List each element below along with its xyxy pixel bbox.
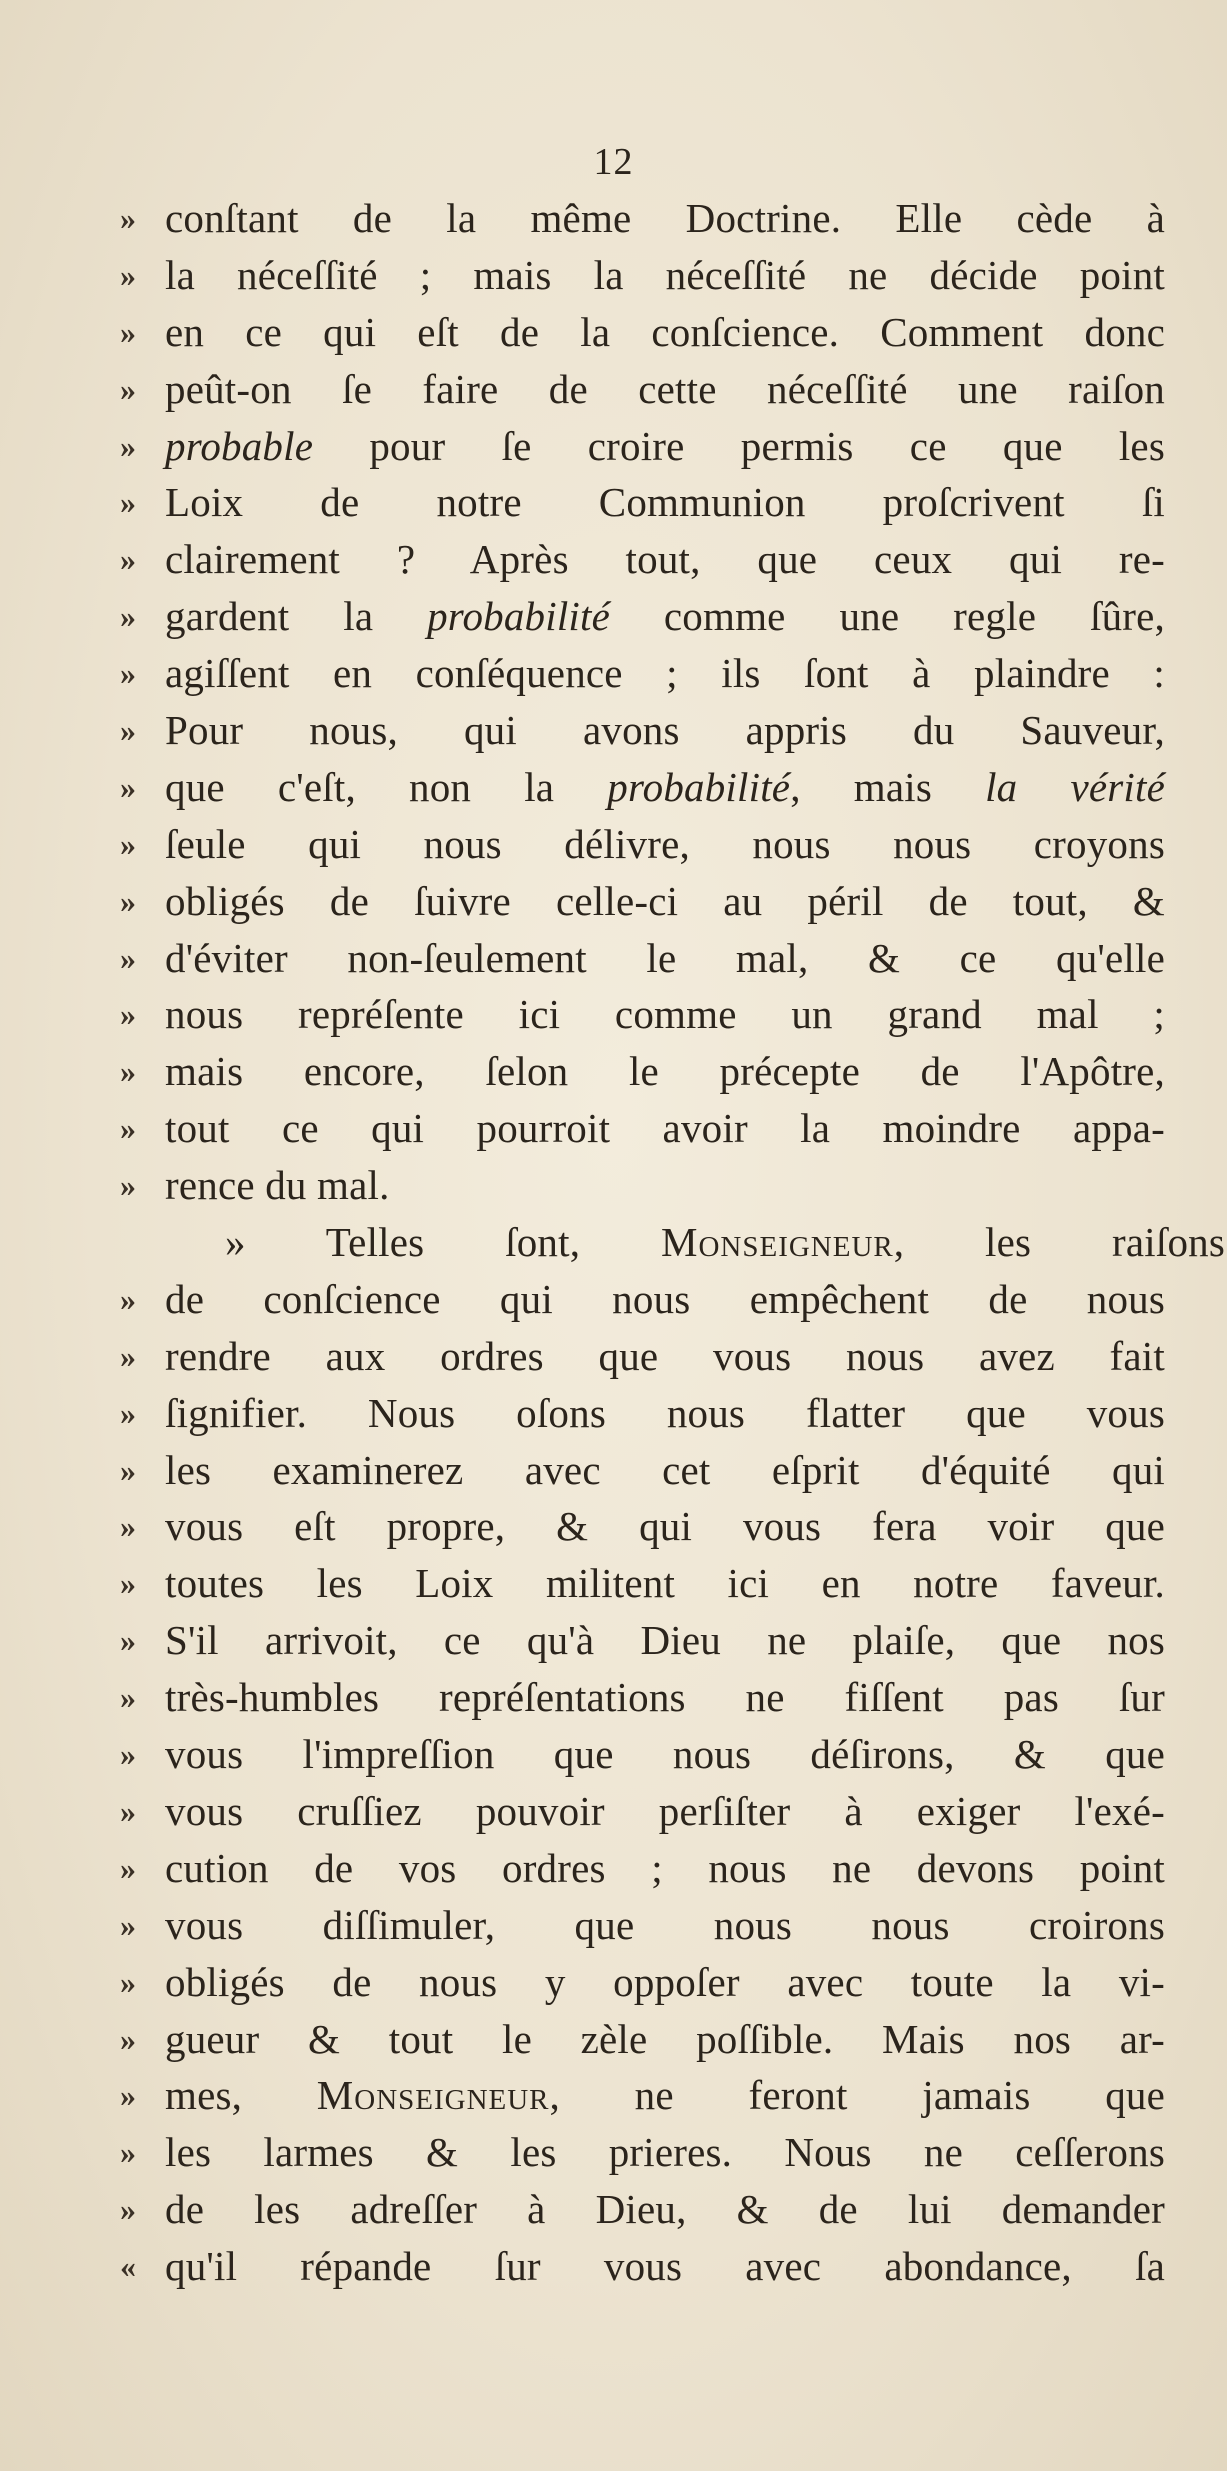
guillemet-marker: » (120, 996, 137, 1033)
text-run: qu'il répande ſur vous avec abondance, ſa (165, 2243, 1165, 2290)
text-run: d'éviter non-ſeulement le mal, & ce qu'elle (165, 934, 1165, 981)
text-line (120, 588, 1165, 645)
text-run: tout ce qui pourroit avoir la moindre appa- (165, 1105, 1165, 1152)
text-run: de les adreſſer à Dieu, & de lui demander (165, 2186, 1165, 2233)
text-line (120, 361, 1165, 418)
text-line (120, 1385, 1165, 1442)
line-text (165, 190, 1165, 247)
line-text (165, 930, 1165, 987)
guillemet-marker: » (120, 882, 137, 919)
page-number: 12 (593, 141, 634, 183)
line-text (165, 816, 1165, 873)
text-run: toutes les Loix militent ici en notre faveur. (165, 1560, 1165, 1607)
guillemet-marker: » (120, 1053, 137, 1090)
guillemet-marker: » (120, 825, 137, 862)
line-text (165, 1669, 1165, 1726)
line-text (165, 1100, 1165, 1157)
line-text (165, 1840, 1165, 1897)
text-line (120, 1840, 1165, 1897)
text-run: conſtant de la même Doctrine. Elle cède à (165, 195, 1165, 241)
text-line (120, 702, 1165, 759)
line-text (165, 1385, 1165, 1442)
line-text (165, 474, 1165, 531)
italic-word: probable (165, 422, 314, 469)
text-run: vous eſt propre, & qui vous fera voir que (165, 1503, 1165, 1550)
text-run: ſignifier. Nous oſons nous flatter que vous (165, 1389, 1165, 1436)
guillemet-marker: « (120, 2248, 137, 2285)
text-run: en ce qui eſt de la conſcience. Comment donc (165, 308, 1165, 355)
guillemet-marker: » (120, 1622, 137, 1659)
guillemet-marker: » (120, 2020, 137, 2057)
text-run: la néceſſité ; mais la néceſſité ne décide point (165, 251, 1165, 298)
text-run: clairement ? Après tout, que ceux qui re- (165, 536, 1165, 583)
line-text (165, 588, 1165, 645)
guillemet-marker: » (120, 939, 137, 976)
text-run: les examinerez avec cet eſprit d'équité qui (165, 1446, 1165, 1493)
text-run: agiſſent en conſéquence ; ils ſont à plaindre : (165, 650, 1165, 697)
line-text (165, 986, 1165, 1043)
small-caps-word: Monseigneur (661, 1219, 894, 1266)
text-run: , ne feront jamais que (549, 2072, 1165, 2119)
line-text (165, 2011, 1165, 2068)
guillemet-marker: » (120, 484, 137, 521)
line-text (165, 304, 1165, 361)
text-run: rendre aux ordres que vous nous avez fait (165, 1332, 1165, 1379)
line-text (165, 873, 1165, 930)
guillemet-marker: » (120, 200, 137, 236)
text-line (120, 986, 1165, 1043)
text-line (120, 759, 1166, 816)
guillemet-marker: » (120, 1906, 137, 1943)
text-line (120, 1612, 1165, 1669)
italic-word: la vérité (985, 763, 1166, 810)
text-line (120, 2181, 1165, 2238)
guillemet-marker: » (120, 1849, 137, 1886)
text-run: » Telles ſont, (225, 1219, 662, 1266)
text-run: les larmes & les prieres. Nous ne ceſſerons (165, 2129, 1165, 2176)
text-line (120, 1783, 1165, 1840)
text-run: Pour nous, qui avons appris du Sauveur, (165, 707, 1165, 754)
guillemet-marker: » (120, 1963, 137, 2000)
text-line (165, 1214, 1226, 1271)
line-text (165, 1897, 1165, 1954)
text-line (120, 190, 1165, 247)
text-line (120, 1897, 1165, 1954)
text-run: gueur & tout le zèle poſſible. Mais nos ar- (165, 2015, 1165, 2062)
text-line (120, 1328, 1165, 1385)
line-text (165, 1498, 1165, 1555)
line-text (165, 1783, 1165, 1840)
line-text (165, 1612, 1165, 1669)
text-run: ſeule qui nous délivre, nous nous croyons (165, 820, 1165, 867)
text-line (120, 1100, 1165, 1157)
guillemet-marker: » (120, 1792, 137, 1829)
guillemet-marker: » (120, 1394, 137, 1431)
guillemet-marker: » (120, 598, 137, 635)
guillemet-marker: » (120, 313, 137, 350)
text-line (120, 531, 1165, 588)
line-text (165, 247, 1165, 304)
guillemet-marker: » (120, 2134, 137, 2171)
italic-word: probabilité (427, 593, 611, 640)
text-run: très-humbles repréſentations ne fiſſent pas ſur (165, 1674, 1165, 1721)
line-text (165, 1043, 1165, 1100)
italic-word: probabilité (607, 763, 791, 810)
guillemet-marker: » (120, 427, 137, 464)
guillemet-marker: » (120, 541, 137, 578)
text-line (120, 2067, 1165, 2124)
text-run: vous diſſimuler, que nous nous croirons (165, 1901, 1165, 1948)
guillemet-marker: » (120, 712, 137, 749)
text-run: , mais (790, 763, 986, 810)
text-line (120, 2124, 1165, 2181)
text-line (120, 1498, 1165, 1555)
line-text (165, 1271, 1165, 1328)
text-run: peût-on ſe faire de cette néceſſité une raiſon (165, 365, 1165, 412)
line-text (165, 2238, 1165, 2295)
text-line (120, 1555, 1165, 1612)
text-line (120, 930, 1165, 987)
text-body (120, 190, 1226, 2295)
line-text (165, 1442, 1165, 1499)
guillemet-marker: » (120, 2191, 137, 2228)
guillemet-marker: » (120, 768, 137, 805)
line-text (165, 759, 1165, 816)
text-run: mes, (165, 2072, 317, 2119)
guillemet-marker: » (120, 1679, 137, 1716)
guillemet-marker: » (120, 1337, 137, 1374)
line-text (165, 418, 1165, 475)
line-text (165, 1157, 1165, 1214)
text-line (120, 1043, 1165, 1100)
text-run: obligés de ſuivre celle-ci au péril de tout, & (165, 877, 1165, 924)
guillemet-marker: » (120, 1565, 137, 1602)
guillemet-marker: » (120, 256, 137, 293)
small-caps-word: Monseigneur (316, 2072, 550, 2119)
line-text (165, 1555, 1165, 1612)
text-run: que c'eſt, non la (165, 763, 608, 810)
text-line (120, 418, 1165, 475)
line-text (165, 1726, 1165, 1783)
text-line (120, 1669, 1165, 1726)
text-line (120, 1954, 1165, 2011)
text-run: Loix de notre Communion proſcrivent ſi (165, 479, 1165, 526)
line-text (165, 2181, 1165, 2238)
line-text (165, 531, 1165, 588)
text-line (120, 645, 1165, 702)
text-run: , les raiſons (893, 1219, 1226, 1266)
guillemet-marker: » (120, 1110, 137, 1147)
guillemet-marker: » (120, 1280, 137, 1317)
text-run: mais encore, ſelon le précepte de l'Apôtre, (165, 1048, 1165, 1095)
text-line (120, 873, 1165, 930)
line-text (165, 1214, 1225, 1271)
text-run: vous cruſſiez pouvoir perſiſter à exiger l'exé- (165, 1787, 1165, 1834)
text-line (120, 474, 1165, 531)
text-run: nous repréſente ici comme un grand mal ; (165, 991, 1165, 1038)
guillemet-marker: » (120, 2077, 137, 2114)
text-line (120, 2011, 1165, 2068)
text-run: rence du mal. (165, 1162, 390, 1209)
text-line (120, 2238, 1165, 2295)
text-line (120, 816, 1165, 873)
line-text (165, 1954, 1165, 2011)
text-run: comme une regle ſûre, (610, 593, 1165, 640)
text-run: de conſcience qui nous empêchent de nous (165, 1275, 1165, 1322)
line-text (165, 645, 1165, 702)
guillemet-marker: » (120, 655, 137, 692)
text-run: obligés de nous y oppoſer avec toute la vi- (165, 1958, 1165, 2005)
text-line (120, 1157, 1165, 1214)
line-text (165, 702, 1165, 759)
guillemet-marker: » (120, 1508, 137, 1545)
text-run: cution de vos ordres ; nous ne devons point (165, 1844, 1165, 1891)
text-line (120, 304, 1165, 361)
text-run: vous l'impreſſion que nous déſirons, & que (165, 1731, 1165, 1778)
text-run: S'il arrivoit, ce qu'à Dieu ne plaiſe, que nos (165, 1617, 1165, 1664)
guillemet-marker: » (120, 1736, 137, 1773)
line-text (165, 2124, 1165, 2181)
text-line (120, 1442, 1165, 1499)
text-line (120, 1726, 1165, 1783)
text-run: gardent la (165, 593, 428, 640)
guillemet-marker: » (120, 370, 137, 407)
text-line (120, 1271, 1165, 1328)
line-text (165, 1328, 1165, 1385)
line-text (165, 2067, 1165, 2124)
line-text (165, 361, 1165, 418)
guillemet-marker: » (120, 1451, 137, 1488)
text-run: pour ſe croire permis ce que les (313, 422, 1165, 469)
text-line (120, 247, 1165, 304)
guillemet-marker: » (120, 1167, 137, 1204)
